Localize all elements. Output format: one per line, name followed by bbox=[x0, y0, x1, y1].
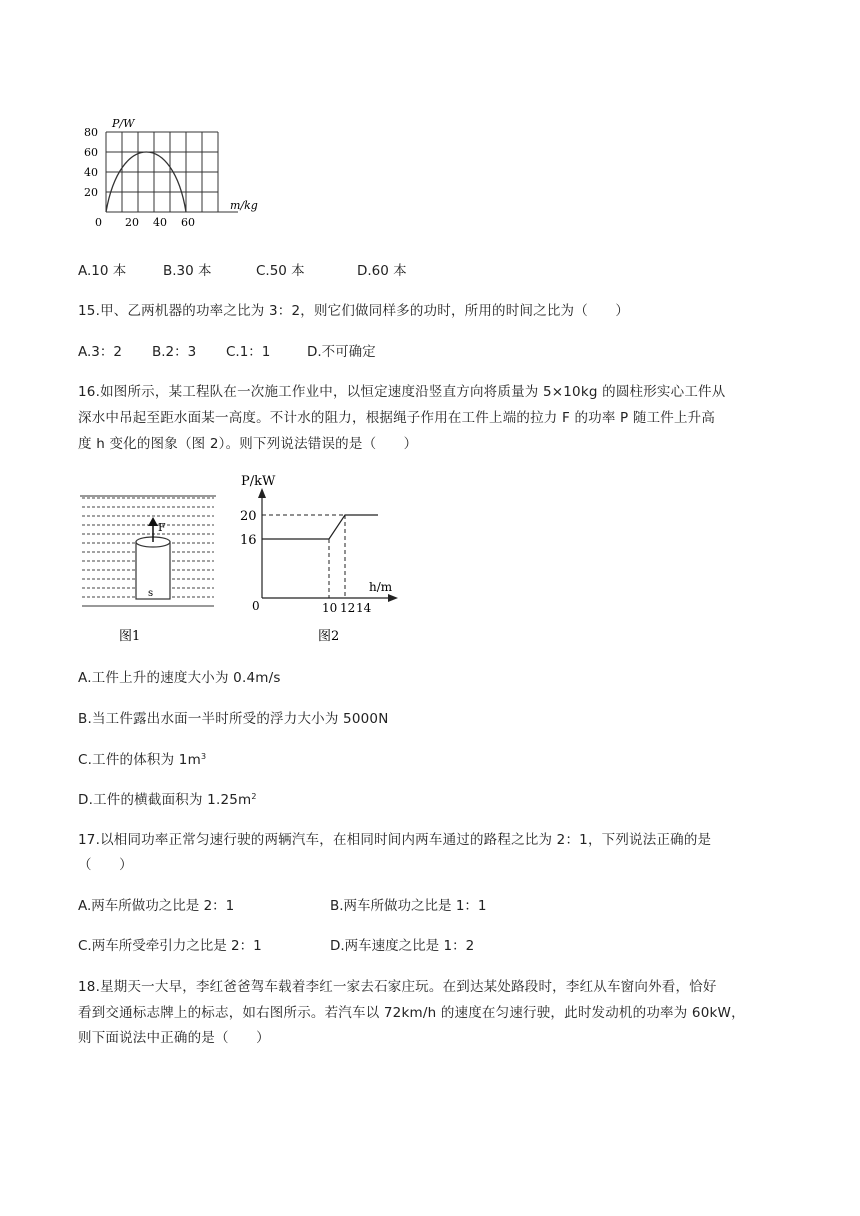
fig2-x-label: h/m bbox=[369, 580, 393, 594]
fig2-x-tick: 14 bbox=[356, 601, 372, 615]
fig2-caption: 图2 bbox=[318, 629, 340, 644]
q16-stem-line-1: 16.如图所示，某工程队在一次施工作业中，以恒定速度沿竖直方向将质量为 5×10kg 的圆柱形实心工件从 bbox=[78, 384, 726, 400]
q15-option-b: B.2：3 bbox=[152, 344, 197, 360]
fig1-caption: 图1 bbox=[119, 629, 141, 644]
q17-stem-line-1: 17.以相同功率正常匀速行驶的两辆汽车，在相同时间内两车通过的路程之比为 2：1，下列说法正确的是 bbox=[78, 832, 712, 848]
q16-option-d: D.工件的横截面积为 $1.25m^2$ bbox=[78, 792, 257, 808]
q16-option-c: C.工件的体积为 $1m^3$ bbox=[78, 752, 207, 768]
q18-stem-line-3: 则下面说法中正确的是（ ） bbox=[78, 1030, 270, 1046]
q17-option-c: C.两车所受牵引力之比是 2：1 bbox=[78, 938, 262, 954]
fig1-force-label: F bbox=[158, 521, 166, 534]
q14-option-b: B.30 本 bbox=[163, 263, 212, 279]
q14-option-d: D.60 本 bbox=[357, 263, 407, 279]
graph1-x-tick: 20 bbox=[125, 216, 139, 229]
q14-option-c: C.50 本 bbox=[256, 263, 305, 279]
graph1-y-label: P/W bbox=[112, 117, 135, 130]
q16-stem-line-3: 度 h 变化的图象（图 2）。则下列说法错误的是（ ） bbox=[78, 436, 418, 452]
q16-stem-line-2: 深水中吊起至距水面某一高度。不计水的阻力，根据绳子作用在工件上端的拉力 F 的功率 P 随工件上升高 bbox=[78, 410, 716, 426]
q16-option-c-superscript: 3 bbox=[200, 752, 207, 761]
q15-stem: 15.甲、乙两机器的功率之比为 3：2，则它们做同样多的功时，所用的时间之比为（ ） bbox=[78, 303, 630, 319]
q17-option-d: D.两车速度之比是 1：2 bbox=[330, 938, 475, 954]
fig2-origin: 0 bbox=[252, 599, 260, 613]
graph1-y-tick: 80 bbox=[84, 126, 98, 139]
power-mass-graph bbox=[78, 112, 278, 232]
q15-option-a: A.3：2 bbox=[78, 344, 122, 360]
fig2-y-label: P/kW bbox=[241, 474, 276, 489]
graph1-y-tick: 40 bbox=[84, 166, 98, 179]
graph1-y-tick: 20 bbox=[84, 186, 98, 199]
q15-option-c: C.1：1 bbox=[226, 344, 271, 360]
q18-stem-line-2: 看到交通标志牌上的标志，如右图所示。若汽车以 72km/h 的速度在匀速行驶，此时发动机的功率为 60kW， bbox=[78, 1005, 745, 1021]
graph1-x-tick: 60 bbox=[181, 216, 195, 229]
q16-figure-1-water-cylinder bbox=[80, 490, 220, 650]
graph1-x-tick: 0 bbox=[95, 216, 102, 229]
q17-option-a: A.两车所做功之比是 2：1 bbox=[78, 898, 235, 914]
fig2-y-tick: 20 bbox=[240, 509, 257, 524]
q16-option-a: A.工件上升的速度大小为 0.4m/s bbox=[78, 670, 281, 686]
graph1-x-label: m/kg bbox=[230, 199, 258, 212]
fig2-x-tick: 12 bbox=[340, 601, 356, 615]
q15-option-d: D.不可确定 bbox=[307, 344, 376, 360]
q16-option-d-superscript: 2 bbox=[251, 792, 257, 801]
graph1-x-tick: 40 bbox=[153, 216, 167, 229]
q16-figure-2-power-height-graph bbox=[236, 468, 406, 650]
q16-option-b: B.当工件露出水面一半时所受的浮力大小为 5000N bbox=[78, 711, 389, 727]
fig1-bottom-label: s bbox=[148, 588, 154, 599]
q17-stem-line-2: （ ） bbox=[78, 857, 133, 873]
fig2-x-tick: 10 bbox=[322, 601, 338, 615]
q14-option-a: A.10 本 bbox=[78, 263, 127, 279]
graph1-y-tick: 60 bbox=[84, 146, 98, 159]
fig2-y-tick: 16 bbox=[240, 533, 257, 548]
q18-stem-line-1: 18.星期天一大早，李红爸爸驾车载着李红一家去石家庄玩。在到达某处路段时，李红从车窗向外看，恰好 bbox=[78, 979, 717, 995]
q17-option-b: B.两车所做功之比是 1：1 bbox=[330, 898, 487, 914]
